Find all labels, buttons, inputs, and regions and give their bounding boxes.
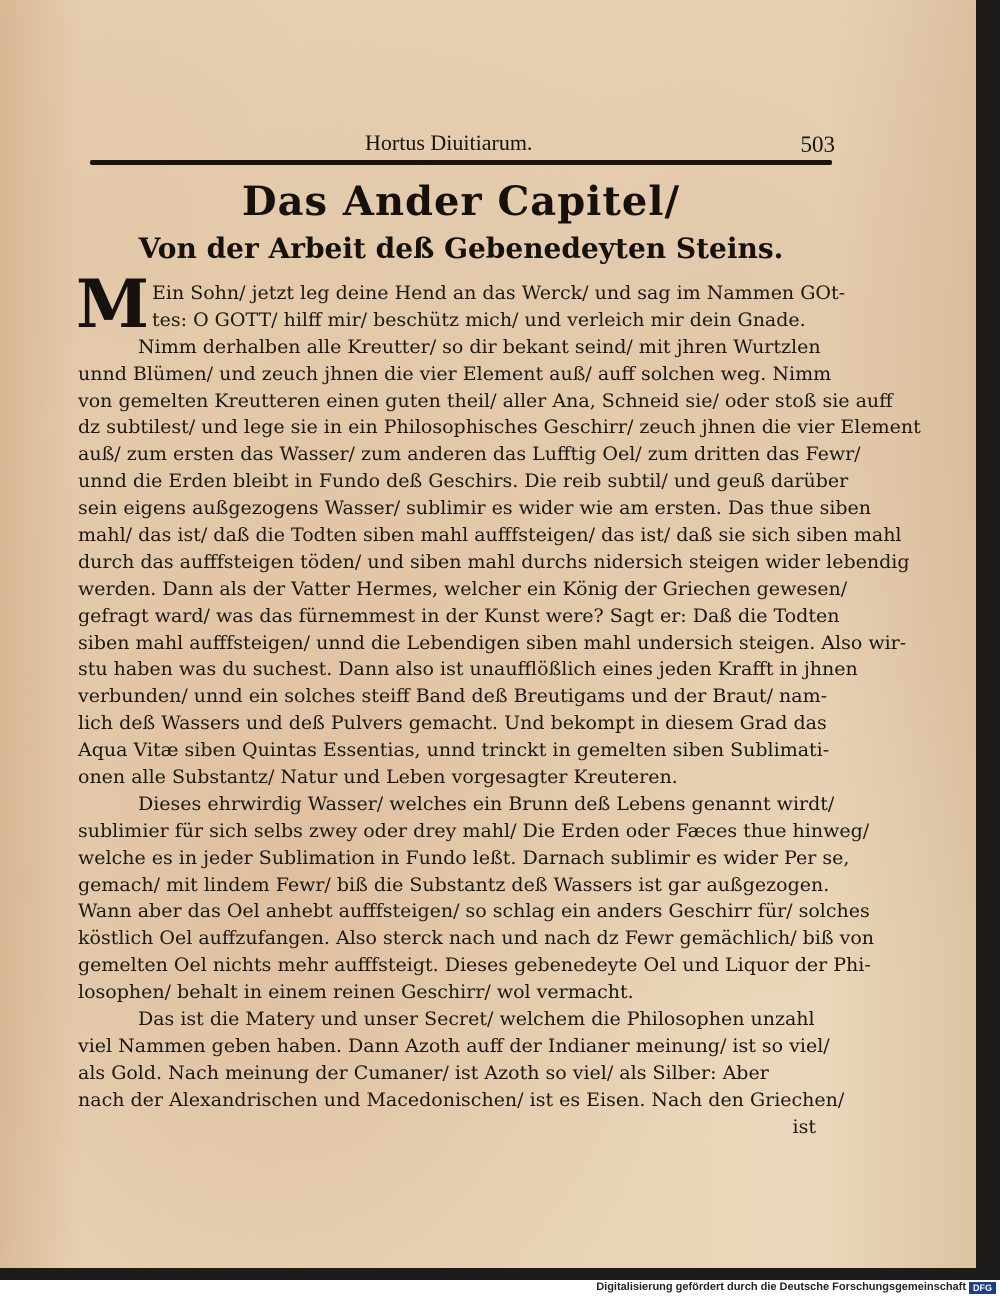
body-text (78, 280, 921, 1141)
text-line: onen alle Substantz/ Natur und Leben vorgesagter Kreuteren. (78, 766, 678, 789)
header-rule (90, 160, 832, 165)
text-line: viel Nammen geben haben. Dann Azoth auff der Indianer meinung/ ist so viel/ (78, 1034, 830, 1057)
text-line: als Gold. Nach meinung der Cumaner/ ist Azoth so viel/ als Silber: Aber (78, 1061, 769, 1084)
text-line: köstlich Oel auffzufangen. Also sterck nach und nach dz Fewr gemächlich/ biß von (78, 927, 875, 950)
text-line: stu haben was du suchest. Dann also ist unaufflößlich eines jeden Krafft in jhnen (78, 658, 858, 681)
text-line: mahl/ das ist/ daß die Todten siben mahl aufffsteigen/ das ist/ daß sie sich siben mahl (78, 524, 902, 547)
text-line: werden. Dann als der Vatter Hermes, welcher ein König der Griechen gewesen/ (78, 577, 848, 600)
text-line: sublimier für sich selbs zwey oder drey mahl/ Die Erden oder Fæces thue hinweg/ (78, 819, 870, 842)
text-line: Das ist die Matery und unser Secret/ welchem die Philosophen unzahl (138, 1008, 815, 1031)
text-line: gefragt ward/ was das fürnemmest in der Kunst were? Sagt er: Daß die Todten (78, 604, 840, 627)
catchword: ist (792, 1115, 816, 1138)
chapter-title: Das Ander Capitel/ (241, 178, 681, 225)
text-line: auß/ zum ersten das Wasser/ zum anderen das Lufftig Oel/ zum dritten das Fewr/ (78, 443, 861, 466)
text-line: lich deß Wassers und deß Pulvers gemacht. Und bekompt in diesem Grad das (78, 712, 827, 735)
text-line: Dieses ehrwirdig Wasser/ welches ein Brunn deß Lebens genannt wirdt/ (138, 792, 835, 815)
text-line: sein eigens außgezogens Wasser/ sublimir es wider wie am ersten. Das thue siben (78, 497, 872, 520)
text-line: durch das aufffsteigen töden/ und siben mahl durchs nidersich steigen wider lebendig (78, 550, 910, 573)
text-line: welche es in jeder Sublimation in Fundo leßt. Darnach sublimir es wider Per se, (78, 846, 850, 869)
text-line: verbunden/ unnd ein solches steiff Band deß Breutigams und der Braut/ nam- (78, 685, 828, 708)
funding-credit: Digitalisierung gefördert durch die Deutsche Forschungsgemeinschaft (596, 1281, 966, 1293)
text-line: tes: O GOTT/ hilff mir/ beschütz mich/ und verleich mir dein Gnade. (152, 308, 806, 331)
text-line: gemach/ mit lindem Fewr/ biß die Substantz deß Wassers ist gar außgezogen. (78, 873, 830, 896)
drop-cap-initial: M (76, 265, 150, 343)
text-line: gemelten Oel nichts mehr aufffsteigt. Dieses gebenedeyte Oel und Liquor der Phi- (78, 954, 871, 977)
running-title: Hortus Diuitiarum. (365, 130, 533, 155)
text-line: unnd die Erden bleibt in Fundo deß Geschirs. Die reib subtil/ und geuß darüber (78, 470, 849, 493)
footer-bar (0, 1280, 1000, 1296)
chapter-subtitle: Von der Arbeit deß Gebenedeyten Steins. (138, 232, 784, 265)
text-line: nach der Alexandrischen und Macedonischen/ ist es Eisen. Nach den Griechen/ (78, 1088, 845, 1111)
running-head (95, 130, 835, 160)
dfg-logo-icon: DFG (969, 1282, 996, 1294)
text-line: Ein Sohn/ jetzt leg deine Hend an das Werck/ und sag im Nammen GOt- (152, 282, 846, 304)
text-line: Nimm derhalben alle Kreutter/ so dir bekant seind/ mit jhren Wurtzlen (138, 335, 821, 358)
text-line: siben mahl aufffsteigen/ unnd die Lebendigen siben mahl undersich steigen. Also wir- (78, 631, 907, 654)
page-number: 503 (800, 132, 835, 157)
text-line: dz subtilest/ und lege sie in ein Philosophisches Geschirr/ zeuch jhnen die vier Element (78, 416, 921, 439)
text-line: von gemelten Kreutteren einen guten theil/ aller Ana, Schneid sie/ oder stoß sie auff (78, 389, 893, 412)
text-line: Wann aber das Oel anhebt aufffsteigen/ so schlag ein anders Geschirr für/ solches (78, 900, 870, 923)
text-line: unnd Blümen/ und zeuch jhnen die vier Element auß/ auff solchen weg. Nimm (78, 362, 832, 385)
text-line: Aqua Vitæ siben Quintas Essentias, unnd trinckt in gemelten siben Sublimati- (78, 739, 830, 762)
text-line: losophen/ behalt in einem reinen Geschirr/ wol vermacht. (78, 981, 634, 1004)
